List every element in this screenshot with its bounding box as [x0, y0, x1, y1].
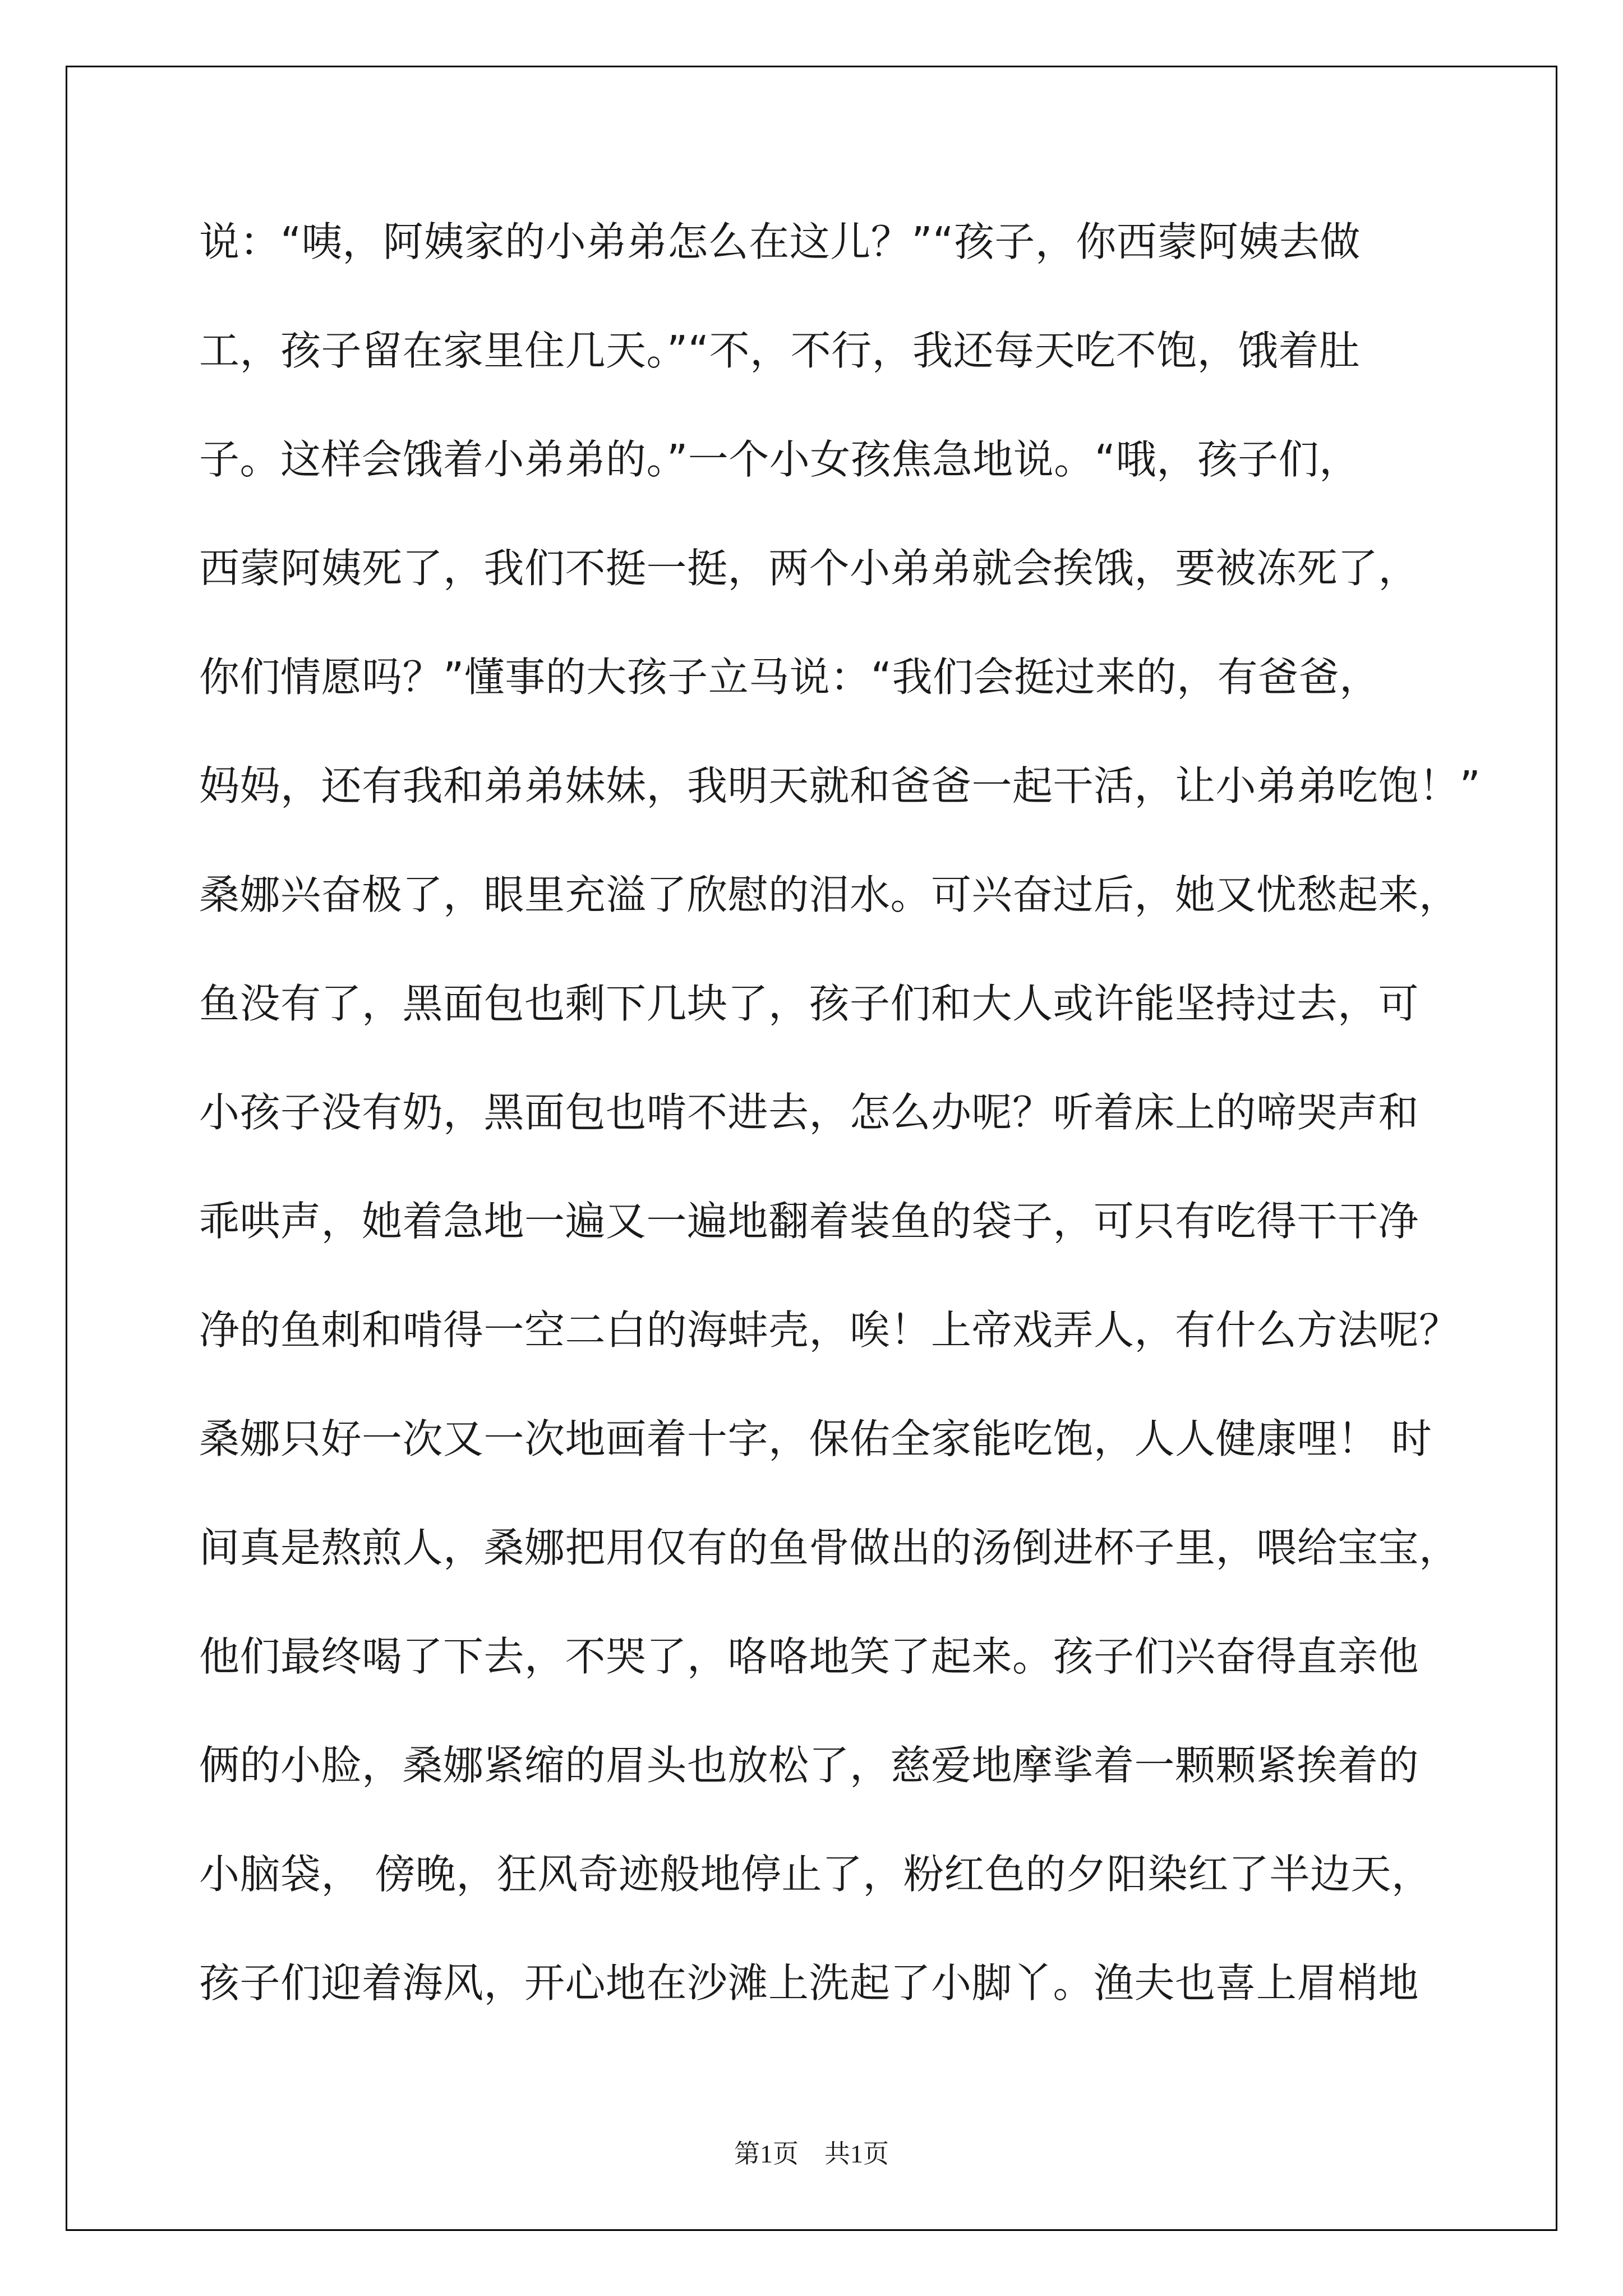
text-line-10: 乖哄声，她着急地一遍又一遍地翻着装鱼的袋子，可只有吃得干干净: [199, 1198, 1419, 1245]
text-line-8: 鱼没有了，黑面包也剩下几块了，孩子们和大人或许能坚持过去，可: [199, 980, 1419, 1027]
text-line-14: 他们最终喝了下去，不哭了，咯咯地笑了起来。孩子们兴奋得直亲他: [199, 1633, 1419, 1680]
text-line-12: 桑娜只好一次又一次地画着十字，保佑全家能吃饱，人人健康哩！ 时: [199, 1415, 1432, 1462]
text-line-1: 说：“咦，阿姨家的小弟弟怎么在这儿？”“孩子，你西蒙阿姨去做: [199, 218, 1361, 265]
text-line-17: 孩子们迎着海风，开心地在沙滩上洗起了小脚丫。渔夫也喜上眉梢地: [199, 1959, 1419, 2007]
page-number-footer: 第1页 共1页: [734, 2139, 889, 2168]
text-line-7: 桑娜兴奋极了，眼里充溢了欣慰的泪水。可兴奋过后，她又忧愁起来，: [199, 871, 1460, 918]
text-line-15: 俩的小脸，桑娜紧缩的眉头也放松了，慈爱地摩挲着一颗颗紧挨着的: [199, 1742, 1419, 1789]
document-body: [199, 215, 1481, 2065]
text-line-16: 小脑袋， 傍晚，狂风奇迹般地停止了，粉红色的夕阳染红了半边天，: [199, 1851, 1432, 1898]
text-line-9: 小孩子没有奶，黑面包也啃不进去，怎么办呢？听着床上的啼哭声和: [199, 1089, 1419, 1136]
text-line-3: 子。这样会饿着小弟弟的。”一个小女孩焦急地说。“哦，孩子们，: [199, 436, 1360, 483]
text-line-5: 你们情愿吗？”懂事的大孩子立马说：“我们会挺过来的，有爸爸，: [199, 654, 1380, 701]
text-line-13: 间真是熬煎人，桑娜把用仅有的鱼骨做出的汤倒进杯子里，喂给宝宝，: [199, 1524, 1460, 1571]
text-line-4: 西蒙阿姨死了，我们不挺一挺，两个小弟弟就会挨饿，要被冻死了，: [199, 545, 1419, 592]
text-line-6: 妈妈，还有我和弟弟妹妹，我明天就和爸爸一起干活，让小弟弟吃饱！”: [199, 762, 1481, 809]
text-line-2: 工，孩子留在家里住几天。”“不，不行，我还每天吃不饱，饿着肚: [199, 327, 1360, 374]
text-line-11: 净的鱼刺和啃得一空二白的海蚌壳，唉！上帝戏弄人，有什么方法呢？: [199, 1306, 1460, 1354]
